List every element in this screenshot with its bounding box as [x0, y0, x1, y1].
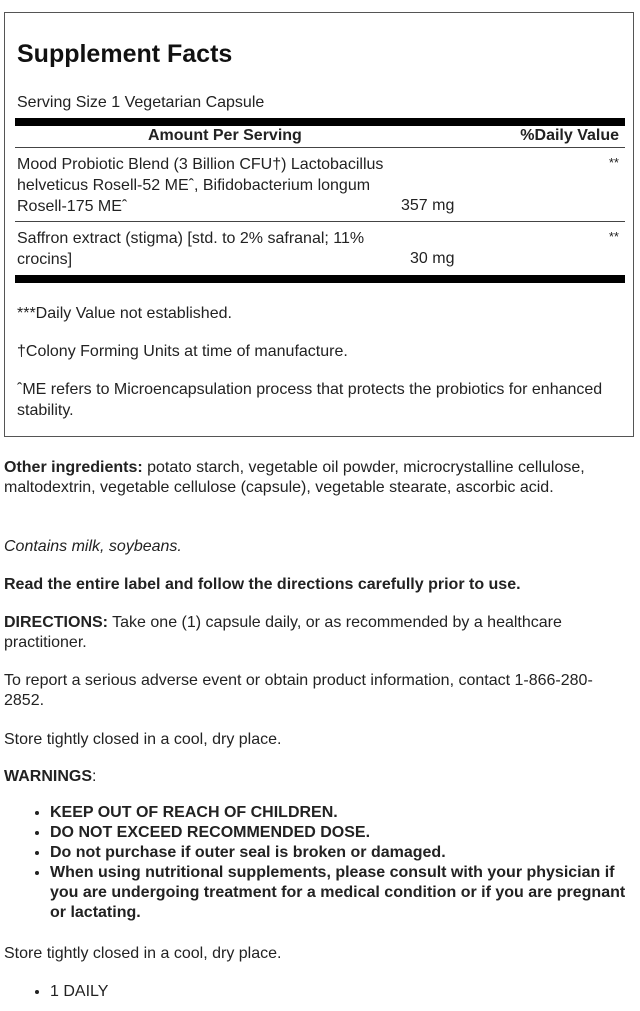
- thick-divider-bottom: [15, 275, 625, 283]
- directions-label: DIRECTIONS:: [4, 614, 108, 631]
- warnings-colon: :: [92, 768, 97, 785]
- read-label-notice: Read the entire label and follow the directions carefully prior to use.: [4, 576, 521, 593]
- header-divider: [15, 147, 625, 148]
- thick-divider-top: [15, 118, 625, 126]
- other-ingredients: [4, 458, 634, 498]
- ingredient-line: helveticus Rosell-52 MEˆ, Bifidobacterium longum: [17, 177, 371, 194]
- other-ingredients-label: Other ingredients:: [4, 459, 143, 476]
- ingredient-daily-value: **: [608, 155, 619, 170]
- footnote-daily-value: ***Daily Value not established.: [17, 305, 232, 322]
- warning-item: • When using nutritional supplements, please consult with your physician if you are undergoing treatment for a medical condition or if you are pregnant or lactating.: [50, 863, 630, 923]
- header-daily-value: %Daily Value: [520, 127, 619, 144]
- supplement-facts-panel: [4, 12, 634, 437]
- ingredient-line: Rosell-175 MEˆ: [17, 198, 128, 215]
- serving-size: Serving Size 1 Vegetarian Capsule: [17, 94, 265, 111]
- ingredient-amount: 357 mg: [401, 197, 455, 214]
- ingredient-line: crocins]: [17, 251, 73, 268]
- header-amount-per-serving: Amount Per Serving: [148, 127, 302, 144]
- directions-text: Take one (1) capsule daily, or as recommended by a healthcare practitioner.: [4, 614, 562, 651]
- warning-item: • KEEP OUT OF REACH OF CHILDREN.: [50, 803, 630, 823]
- daily-list: [4, 982, 108, 1002]
- warnings-label: WARNINGS: [4, 768, 92, 785]
- directions: [4, 613, 634, 653]
- ingredient-line: Saffron extract (stigma) [std. to 2% safranal; 11%: [17, 230, 365, 247]
- ingredient-divider: [15, 221, 625, 222]
- ingredient-line: Mood Probiotic Blend (3 Billion CFU†) Lactobacillus: [17, 156, 384, 173]
- warnings-heading: [4, 767, 634, 787]
- ingredient-mood-probiotic: [17, 154, 383, 217]
- footnote-microencapsulation: ˆME refers to Microencapsulation process that protects the probiotics for enhanced stability.: [17, 381, 603, 419]
- warnings-list: [4, 803, 630, 923]
- ingredient-amount: 30 mg: [410, 250, 455, 267]
- daily-item: • 1 DAILY: [50, 982, 108, 1002]
- ingredient-daily-value: **: [608, 229, 619, 244]
- allergen-statement: Contains milk, soybeans.: [4, 538, 182, 555]
- ingredient-saffron-extract: [17, 228, 364, 270]
- facts-title: Supplement Facts: [17, 40, 233, 68]
- other-ingredients-text: potato starch, vegetable oil powder, microcrystalline cellulose, maltodextrin, vegetable cellulose (capsule), vegetable stearate, ascorbic acid.: [4, 459, 585, 496]
- footnote-cfu: †Colony Forming Units at time of manufacture.: [17, 343, 348, 360]
- adverse-event-report: To report a serious adverse event or obtain product information, contact 1-866-280-2852.: [4, 672, 593, 709]
- storage-instructions: Store tightly closed in a cool, dry place.: [4, 731, 282, 748]
- storage-instructions-repeat: Store tightly closed in a cool, dry place.: [4, 945, 282, 962]
- warning-item: • Do not purchase if outer seal is broken or damaged.: [50, 843, 630, 863]
- warning-item: • DO NOT EXCEED RECOMMENDED DOSE.: [50, 823, 630, 843]
